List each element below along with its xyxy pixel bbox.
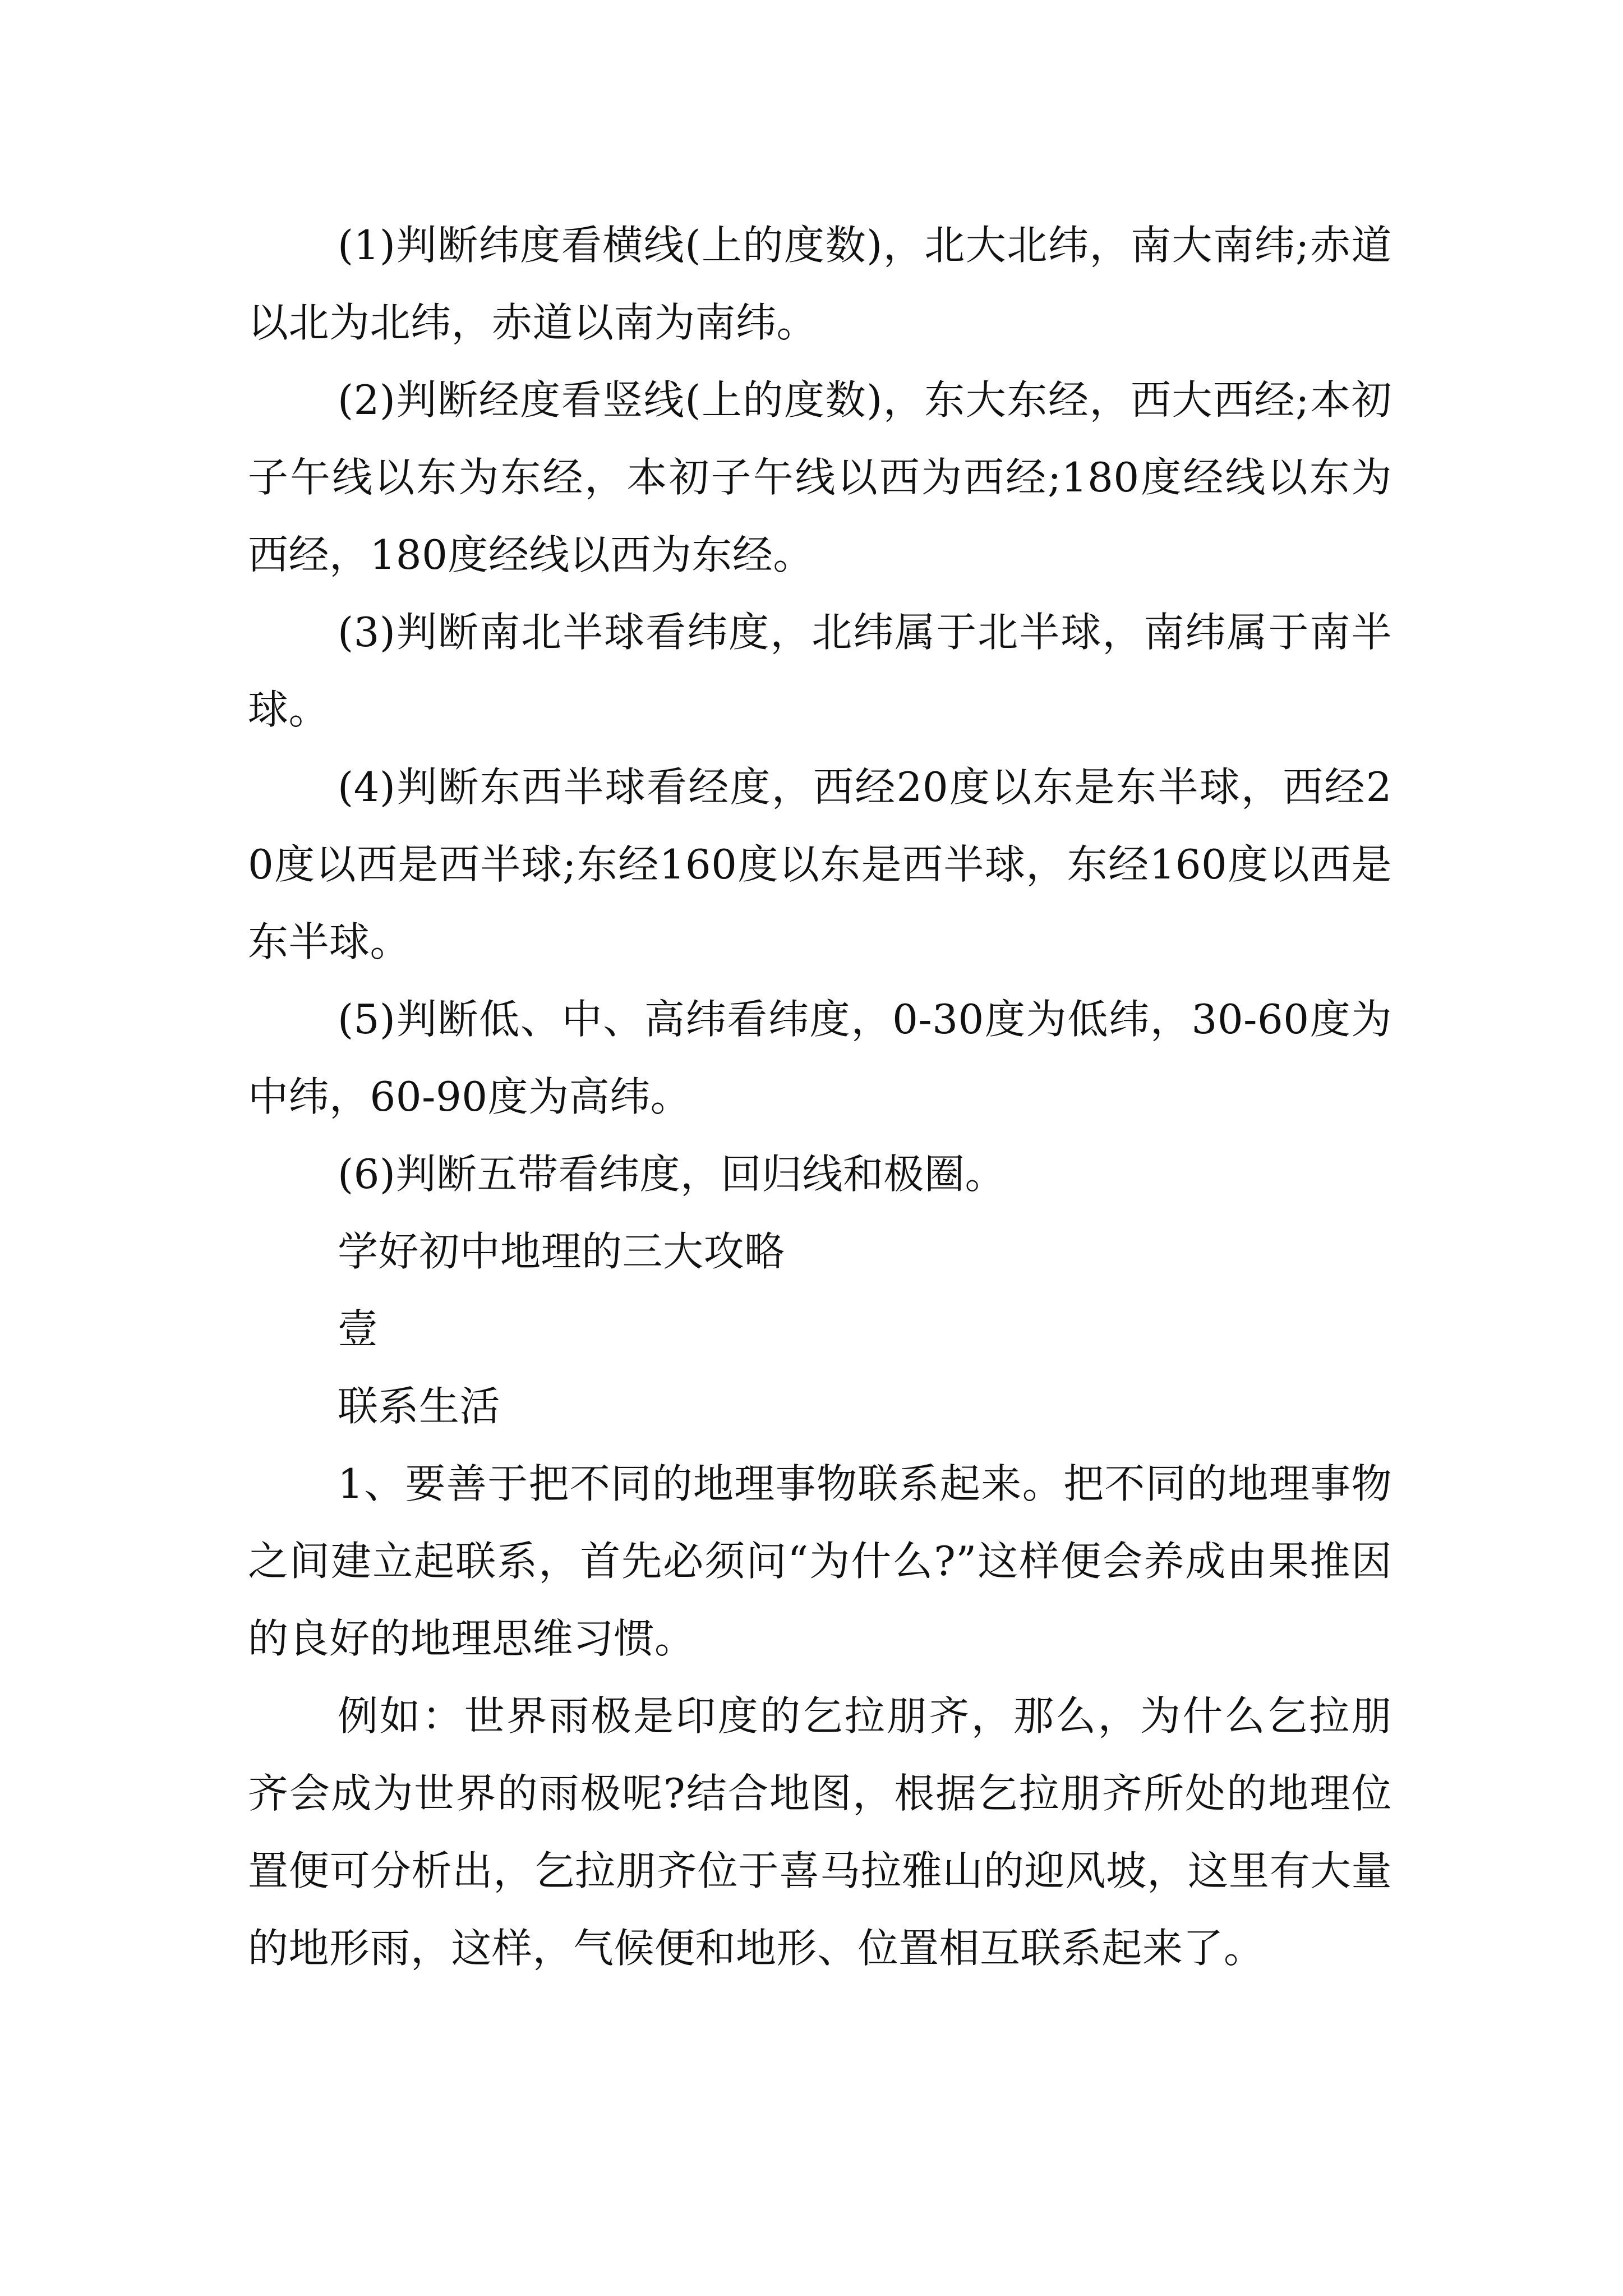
document-body xyxy=(248,206,1392,1987)
subsection-heading: 联系生活 xyxy=(338,1383,501,1430)
paragraph-five-belts: (6)判断五带看纬度，回归线和极圈。 xyxy=(338,1151,1006,1198)
section-heading: 学好初中地理的三大攻略 xyxy=(338,1228,785,1275)
paragraph-longitude-rule: (2)判断经度看竖线(上的度数)，东大东经，西大西经;本初子午线以东为东经，本初子午线以西为西经;180度经线以东为西经，180度经线以西为东经。 xyxy=(248,376,1392,578)
section-number: 壹 xyxy=(338,1305,379,1352)
paragraph-latitude-zones: (5)判断低、中、高纬看纬度，0-30度为低纬，30-60度为中纬，60-90度为高纬。 xyxy=(248,996,1392,1120)
paragraph-east-west-hemisphere: (4)判断东西半球看经度，西经20度以东是东半球，西经20度以西是西半球;东经160度以东是西半球，东经160度以西是东半球。 xyxy=(248,763,1392,965)
paragraph-example: 例如：世界雨极是印度的乞拉朋齐，那么，为什么乞拉朋齐会成为世界的雨极呢?结合地图，根据乞拉朋齐所处的地理位置便可分析出，乞拉朋齐位于喜马拉雅山的迎风坡，这里有大量的地形雨，这样，气候便和地形、位置相互联系起来了。 xyxy=(248,1692,1392,1972)
paragraph-connect-things: 1、要善于把不同的地理事物联系起来。把不同的地理事物之间建立起联系，首先必须问“为什么?”这样便会养成由果推因的良好的地理思维习惯。 xyxy=(248,1460,1392,1662)
paragraph-latitude-rule: (1)判断纬度看横线(上的度数)，北大北纬，南大南纬;赤道以北为北纬，赤道以南为南纬。 xyxy=(248,222,1392,346)
paragraph-north-south-hemisphere: (3)判断南北半球看纬度，北纬属于北半球，南纬属于南半球。 xyxy=(248,609,1392,733)
